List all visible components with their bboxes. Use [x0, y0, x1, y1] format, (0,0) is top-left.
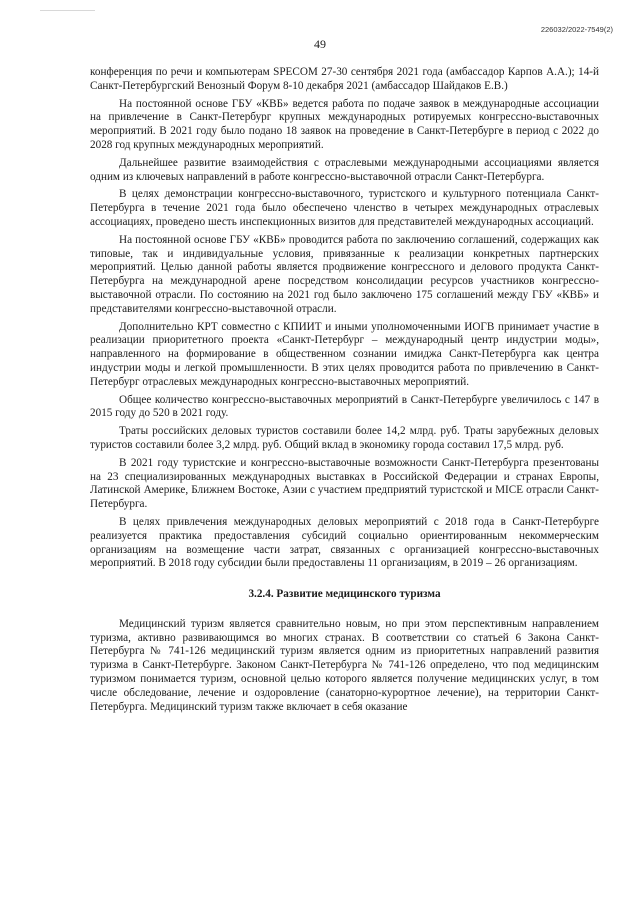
paragraph: Общее количество конгрессно-выставочных мероприятий в Санкт-Петербурге увеличилось с 147 в 2015 году до 520 в 2021 году.: [90, 393, 599, 420]
document-number: 226032/2022-7549(2): [540, 25, 613, 34]
paragraph: Дальнейшее развитие взаимодействия с отраслевыми международными ассоциациями является одним из ключевых направлений в работе конгрессно-выставочной отрасли Санкт-Петербурга.: [90, 156, 599, 183]
paragraph: В целях привлечения международных деловых мероприятий с 2018 года в Санкт-Петербурге реализуется практика предоставления субсидий социально ориентированным некоммерческим организациям на возмещение части затрат, связанных с организацией конгрессно-выставочных мероприятий. В 2018 году субсидии были предоставлены 11 организациям, в 2019 – 26 организациям.: [90, 515, 599, 570]
scan-artifact: [40, 0, 95, 11]
paragraph: На постоянной основе ГБУ «КВБ» ведется работа по подаче заявок в международные ассоциации на привлечение в Санкт-Петербург крупных международных ротируемых конгрессно-выставочных мероприятий. В 2021 году было подано 18 заявок на проведение в Санкт-Петербурге в период с 2022 до 2028 год крупных международных мероприятий.: [90, 97, 599, 151]
section-heading: 3.2.4. Развитие медицинского туризма: [248, 588, 441, 601]
page-number: 49: [314, 37, 326, 51]
paragraph-continuation: конференция по речи и компьютерам SPECOM 27-30 сентября 2021 года (амбассадор Карпов А.А.); 14-й Санкт-Петербургский Венозный Форум 8-10 декабря 2021 (амбассадор Шайдаков Е.В.): [90, 66, 599, 92]
paragraph: Траты российских деловых туристов составили более 14,2 млрд. руб. Траты зарубежных деловых туристов составили более 3,2 млрд. руб. Общий вклад в экономику города составил 17,5 млрд. руб.: [90, 425, 599, 451]
paragraph: На постоянной основе ГБУ «КВБ» проводится работа по заключению соглашений, содержащих как типовые, так и индивидуальные условия, привязанные к реализации конкретных партнерских мероприятий. Целью данной работы является продвижение конгрессного и делового продукта Санкт-Петербурга на международной арене посредством консолидации ресурсов участников конгрессно-выставочной отрасли. По состоянию на 2021 год было заключено 175 соглашений между ГБУ «КВБ» и представителями конгрессно-выставочной отрасли.: [90, 233, 599, 315]
paragraph: В 2021 году туристские и конгрессно-выставочные возможности Санкт-Петербурга презентованы на 23 специализированных международных выставках в Российской Федерации и странах Европы, Латинской Америке, Ближнем Востоке, Азии с участием предприятий туристской и MICE отрасли Санкт-Петербурга.: [90, 456, 599, 511]
paragraph: В целях демонстрации конгрессно-выставочного, туристского и культурного потенциала Санкт-Петербурга в течение 2021 года было обеспечено членство в четырех международных отраслевых ассоциациях, проведено шесть инспекционных визитов для представителей международных ассоциаций.: [90, 188, 599, 228]
document-body: [90, 66, 599, 714]
paragraph: Медицинский туризм является сравнительно новым, но при этом перспективным направлением туризма, активно развивающимся во многих странах. В соответствии со статьей 6 Закона Санкт-Петербурга № 741-126 медицинский туризм является одним из приоритетных направлений развития туризма в Санкт-Петербурге. Законом Санкт-Петербурга № 741-126 определено, что под медицинским туризмом понимается туризм, основной целью которого является получение медицинских услуг, в том числе обследование, лечение и оздоровление (санаторно-курортное лечение), на территории Санкт-Петербурга. Медицинский туризм также включает в себя оказание: [90, 617, 599, 713]
paragraph: Дополнительно КРТ совместно с КПИИТ и иными уполномоченными ИОГВ принимает участие в реализации приоритетного проекта «Санкт-Петербург – международный центр индустрии моды», направленного на формирование в общественном сознании имиджа Санкт-Петербурга как центра индустрии моды и легкой промышленности. В этих целях проводится работа по привлечению в Санкт-Петербург отраслевых международных конгрессно-выставочных мероприятий.: [90, 320, 599, 388]
